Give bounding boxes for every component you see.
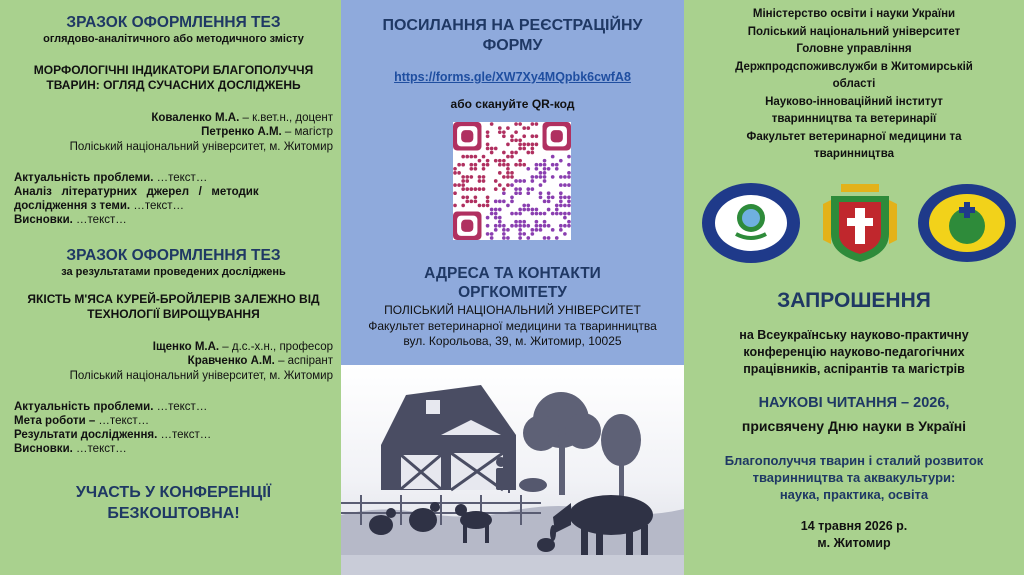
organizer-line: Держпродспоживслужби в Житомирській	[735, 60, 973, 73]
organizer-line: Головне управління	[796, 43, 912, 55]
topic-line3: наука, практика, освіта	[779, 487, 929, 502]
registration-link[interactable]: https://forms.gle/XW7Xy4MQpbk6cwfA8	[394, 70, 631, 84]
organizer-line: області	[832, 78, 876, 90]
organizer-line: Міністерство освіти і науки України	[752, 8, 956, 20]
contacts-block	[341, 303, 684, 350]
contacts-heading-line1: АДРЕСА ТА КОНТАКТИ	[424, 265, 601, 282]
qr-code[interactable]	[453, 122, 571, 240]
author1a-role: – к.вет.н., доцент	[239, 112, 333, 124]
s2-conclusions	[14, 442, 333, 456]
conference-name: НАУКОВІ ЧИТАННЯ – 2026,	[758, 395, 950, 411]
free-participation-line1: УЧАСТЬ У КОНФЕРЕНЦІЇ	[75, 484, 272, 501]
s1-relevance-text: …текст…	[153, 172, 208, 184]
s1-literature-label: дослідження з теми.	[14, 200, 131, 212]
conference-topic	[684, 452, 1024, 503]
organizer-line: Науково-інноваційний інститут	[765, 95, 943, 108]
registration-heading-line1: ПОСИЛАННЯ НА РЕЄСТРАЦІЙНУ	[382, 17, 643, 34]
s2-conclusions-label: Висновки.	[14, 443, 73, 455]
invitation-text	[684, 327, 1024, 378]
invitation-title: ЗАПРОШЕННЯ	[777, 289, 931, 312]
organizer-line: Факультет ветеринарної медицини та	[746, 130, 962, 143]
s2-results-text: …текст…	[157, 429, 212, 441]
pig-icon	[519, 478, 547, 492]
s2-aim	[14, 414, 333, 428]
registration-heading	[341, 16, 684, 56]
s2-aim-text: …текст…	[95, 415, 150, 427]
affiliation2: Поліський національний університет, м. Житомир	[69, 370, 333, 382]
dedication: присвячену Дню науки в Україні	[741, 418, 967, 434]
free-participation-line2: БЕЗКОШТОВНА!	[107, 505, 240, 522]
s2-aim-label: Мета роботи –	[14, 415, 96, 427]
organizers-block	[684, 6, 1024, 164]
contacts-heading-line2: ОРГКОМІТЕТУ	[458, 284, 567, 301]
free-participation	[14, 482, 333, 524]
affiliation1: Поліський національний університет, м. Житомир	[69, 141, 333, 153]
topic-line2: тваринництва та аквакультури:	[752, 470, 956, 485]
author1b-name: Петренко А.М.	[201, 126, 282, 138]
s1-literature-text: …текст…	[130, 200, 185, 212]
s2-conclusions-text: …текст…	[72, 443, 127, 455]
university-logo	[700, 180, 802, 266]
faculty-logo	[916, 182, 1018, 264]
contacts-faculty: Факультет ветеринарної медицини та тваринництва	[368, 318, 657, 333]
registration-heading-line2: ФОРМУ	[482, 37, 543, 54]
s2-results	[14, 428, 333, 442]
s1-conclusions	[14, 213, 333, 227]
paper1-title-line2: ТВАРИН: ОГЛЯД СУЧАСНИХ ДОСЛІДЖЕНЬ	[46, 78, 301, 92]
organizer-line: тваринництва та ветеринарії	[771, 113, 937, 125]
s1-conclusions-text: …текст…	[72, 214, 127, 226]
author2b	[14, 354, 333, 368]
qr-code-image	[453, 122, 571, 240]
organizer-line: тваринництва	[813, 148, 895, 160]
contacts-address: вул. Корольова, 39, м. Житомир, 10025	[403, 334, 622, 348]
sample2-title: ЗРАЗОК ОФОРМЛЕННЯ ТЕЗ	[66, 247, 281, 264]
paper1-title	[14, 63, 333, 93]
scan-qr-text: або скануйте QR-код	[450, 97, 575, 111]
s1-conclusions-label: Висновки.	[14, 214, 73, 226]
paper2-title-line2: ТЕХНОЛОГІЇ ВИРОЩУВАННЯ	[87, 307, 260, 321]
contacts-university: ПОЛІСЬКИЙ НАЦІОНАЛЬНИЙ УНІВЕРСИТЕТ	[384, 303, 641, 317]
organizer-line: Поліський національний університет	[747, 25, 961, 38]
sample2-subtitle: за результатами проведених досліджень	[61, 266, 286, 278]
invitation-line1: на Всеукраїнську науково-практичну	[739, 328, 969, 342]
contacts-heading	[341, 264, 684, 302]
topic-line1: Благополуччя тварин і сталий розвиток	[724, 453, 984, 468]
s2-relevance	[14, 400, 333, 414]
s1-literature-line2	[14, 199, 333, 213]
farm-illustration	[341, 365, 684, 575]
author2a	[14, 340, 333, 354]
author1a	[14, 111, 333, 125]
s2-relevance-label: Актуальність проблеми.	[14, 401, 154, 413]
invitation-line3: працівників, аспірантів та магістрів	[743, 362, 965, 376]
author2a-name: Іщенко М.А.	[152, 341, 220, 353]
paper2-title-line1: ЯКІСТЬ М'ЯСА КУРЕЙ-БРОЙЛЕРІВ ЗАЛЕЖНО ВІД	[27, 292, 320, 306]
paper2-title	[14, 292, 333, 322]
conference-date: 14 травня 2026 р.	[800, 519, 908, 533]
s2-relevance-text: …текст…	[153, 401, 208, 413]
right-panel	[684, 0, 1024, 575]
zhytomyr-coat-of-arms	[821, 174, 899, 266]
paper1-title-line1: МОРФОЛОГІЧНІ ІНДИКАТОРИ БЛАГОПОЛУЧЧЯ	[33, 63, 314, 77]
middle-panel	[341, 0, 684, 575]
author1b-role: – магістр	[281, 126, 333, 138]
s2-results-label: Результати дослідження.	[14, 429, 158, 441]
left-panel	[0, 0, 341, 575]
s1-relevance	[14, 171, 333, 185]
author1a-name: Коваленко М.А.	[151, 112, 240, 124]
conference-date-place	[684, 518, 1024, 552]
sample1-subtitle: оглядово-аналітичного або методичного змісту	[43, 33, 304, 45]
author2b-name: Кравченко А.М.	[187, 355, 275, 367]
author2a-role: – д.с.-х.н., професор	[219, 341, 333, 353]
s1-literature-line1: Аналіз літературних джерел / методик	[14, 186, 259, 198]
sample1-title: ЗРАЗОК ОФОРМЛЕННЯ ТЕЗ	[66, 14, 281, 31]
s1-relevance-label: Актуальність проблеми.	[14, 172, 154, 184]
author2b-role: – аспірант	[274, 355, 333, 367]
invitation-line2: конференцію науково-педагогічних	[743, 345, 965, 359]
conference-city: м. Житомир	[817, 536, 891, 550]
author1b	[14, 125, 333, 139]
